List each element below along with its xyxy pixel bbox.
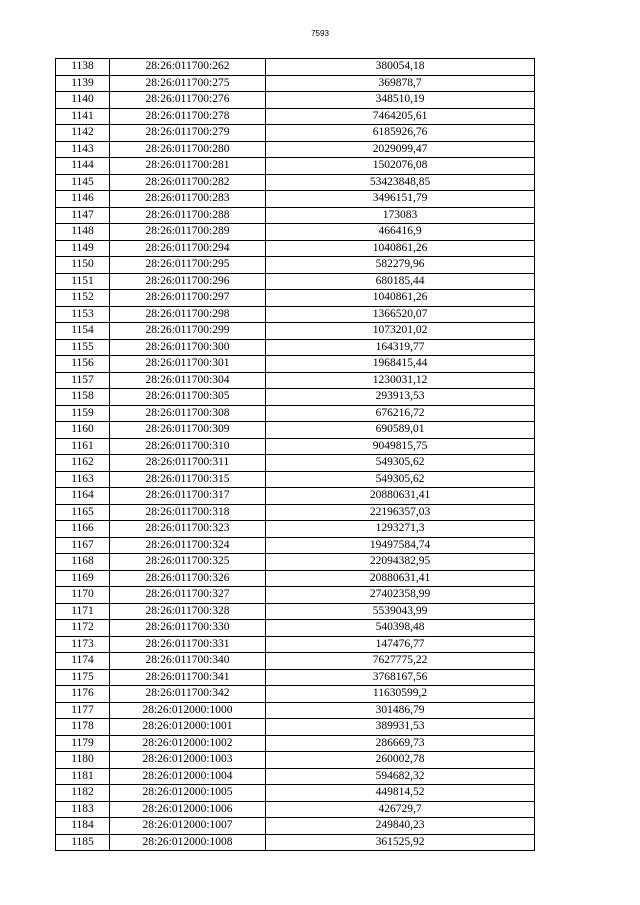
row-number-cell: 1142 [56, 125, 110, 142]
cadastral-number-cell: 28:26:011700:262 [110, 59, 266, 76]
cadastral-number-cell: 28:26:011700:298 [110, 306, 266, 323]
cadastral-value-table [55, 58, 535, 851]
cadastral-value-cell: 27402358,99 [266, 587, 535, 604]
table-row [56, 158, 535, 175]
table-row [56, 422, 535, 439]
cadastral-number-cell: 28:26:011700:279 [110, 125, 266, 142]
row-number-cell: 1149 [56, 240, 110, 257]
cadastral-value-cell: 1040861,26 [266, 240, 535, 257]
table-row [56, 620, 535, 637]
table-row [56, 504, 535, 521]
row-number-cell: 1154 [56, 323, 110, 340]
cadastral-value-cell: 389931,53 [266, 719, 535, 736]
table-row [56, 488, 535, 505]
row-number-cell: 1181 [56, 768, 110, 785]
cadastral-value-cell: 301486,79 [266, 702, 535, 719]
cadastral-value-cell: 286669,73 [266, 735, 535, 752]
table-row [56, 834, 535, 851]
table-row [56, 719, 535, 736]
cadastral-number-cell: 28:26:011700:297 [110, 290, 266, 307]
cadastral-number-cell: 28:26:012000:1004 [110, 768, 266, 785]
cadastral-value-cell: 9049815,75 [266, 438, 535, 455]
row-number-cell: 1166 [56, 521, 110, 538]
cadastral-value-cell: 1366520,07 [266, 306, 535, 323]
row-number-cell: 1148 [56, 224, 110, 241]
row-number-cell: 1169 [56, 570, 110, 587]
cadastral-value-cell: 22196357,03 [266, 504, 535, 521]
table-row [56, 240, 535, 257]
cadastral-number-cell: 28:26:011700:281 [110, 158, 266, 175]
cadastral-value-cell: 1968415,44 [266, 356, 535, 373]
cadastral-number-cell: 28:26:011700:295 [110, 257, 266, 274]
cadastral-number-cell: 28:26:012000:1001 [110, 719, 266, 736]
cadastral-number-cell: 28:26:012000:1006 [110, 801, 266, 818]
cadastral-value-cell: 680185,44 [266, 273, 535, 290]
cadastral-number-cell: 28:26:011700:289 [110, 224, 266, 241]
cadastral-number-cell: 28:26:011700:296 [110, 273, 266, 290]
cadastral-number-cell: 28:26:012000:1008 [110, 834, 266, 851]
cadastral-number-cell: 28:26:011700:309 [110, 422, 266, 439]
table-row [56, 405, 535, 422]
table-row [56, 603, 535, 620]
cadastral-number-cell: 28:26:011700:308 [110, 405, 266, 422]
row-number-cell: 1143 [56, 141, 110, 158]
cadastral-value-cell: 6185926,76 [266, 125, 535, 142]
cadastral-number-cell: 28:26:011700:301 [110, 356, 266, 373]
row-number-cell: 1171 [56, 603, 110, 620]
table-row [56, 438, 535, 455]
cadastral-number-cell: 28:26:011700:283 [110, 191, 266, 208]
table-row [56, 306, 535, 323]
row-number-cell: 1168 [56, 554, 110, 571]
row-number-cell: 1140 [56, 92, 110, 109]
table-row [56, 570, 535, 587]
cadastral-value-cell: 53423848,85 [266, 174, 535, 191]
cadastral-value-cell: 22094382,95 [266, 554, 535, 571]
cadastral-value-cell: 5539043,99 [266, 603, 535, 620]
cadastral-value-cell: 594682,32 [266, 768, 535, 785]
cadastral-number-cell: 28:26:012000:1000 [110, 702, 266, 719]
cadastral-number-cell: 28:26:011700:318 [110, 504, 266, 521]
row-number-cell: 1145 [56, 174, 110, 191]
cadastral-number-cell: 28:26:011700:294 [110, 240, 266, 257]
cadastral-number-cell: 28:26:011700:340 [110, 653, 266, 670]
row-number-cell: 1153 [56, 306, 110, 323]
cadastral-value-cell: 426729,7 [266, 801, 535, 818]
cadastral-value-cell: 260002,78 [266, 752, 535, 769]
cadastral-number-cell: 28:26:012000:1002 [110, 735, 266, 752]
table-row [56, 75, 535, 92]
row-number-cell: 1183 [56, 801, 110, 818]
cadastral-number-cell: 28:26:011700:330 [110, 620, 266, 637]
cadastral-number-cell: 28:26:012000:1005 [110, 785, 266, 802]
cadastral-value-cell: 173083 [266, 207, 535, 224]
cadastral-value-cell: 3768167,56 [266, 669, 535, 686]
row-number-cell: 1178 [56, 719, 110, 736]
cadastral-value-cell: 369878,7 [266, 75, 535, 92]
cadastral-value-cell: 1073201,02 [266, 323, 535, 340]
cadastral-number-cell: 28:26:011700:310 [110, 438, 266, 455]
table-row [56, 636, 535, 653]
cadastral-number-cell: 28:26:011700:304 [110, 372, 266, 389]
table-body [56, 59, 535, 851]
table-row [56, 785, 535, 802]
table-row [56, 290, 535, 307]
row-number-cell: 1184 [56, 818, 110, 835]
cadastral-number-cell: 28:26:011700:324 [110, 537, 266, 554]
row-number-cell: 1174 [56, 653, 110, 670]
row-number-cell: 1160 [56, 422, 110, 439]
row-number-cell: 1175 [56, 669, 110, 686]
row-number-cell: 1163 [56, 471, 110, 488]
row-number-cell: 1158 [56, 389, 110, 406]
row-number-cell: 1161 [56, 438, 110, 455]
cadastral-number-cell: 28:26:011700:327 [110, 587, 266, 604]
cadastral-value-cell: 1502076,08 [266, 158, 535, 175]
table-row [56, 455, 535, 472]
row-number-cell: 1167 [56, 537, 110, 554]
table-row [56, 59, 535, 76]
cadastral-value-cell: 449814,52 [266, 785, 535, 802]
cadastral-value-cell: 1293271,3 [266, 521, 535, 538]
cadastral-value-cell: 549305,62 [266, 471, 535, 488]
table-row [56, 818, 535, 835]
cadastral-number-cell: 28:26:011700:280 [110, 141, 266, 158]
table-row [56, 207, 535, 224]
cadastral-number-cell: 28:26:011700:305 [110, 389, 266, 406]
table-row [56, 686, 535, 703]
row-number-cell: 1155 [56, 339, 110, 356]
table-row [56, 372, 535, 389]
table-row [56, 389, 535, 406]
cadastral-value-cell: 348510,19 [266, 92, 535, 109]
table-row [56, 174, 535, 191]
row-number-cell: 1176 [56, 686, 110, 703]
row-number-cell: 1170 [56, 587, 110, 604]
cadastral-number-cell: 28:26:011700:317 [110, 488, 266, 505]
cadastral-value-cell: 164319,77 [266, 339, 535, 356]
cadastral-number-cell: 28:26:011700:326 [110, 570, 266, 587]
table-row [56, 191, 535, 208]
cadastral-value-cell: 20880631,41 [266, 488, 535, 505]
cadastral-number-cell: 28:26:011700:342 [110, 686, 266, 703]
cadastral-value-cell: 7627775,22 [266, 653, 535, 670]
row-number-cell: 1164 [56, 488, 110, 505]
table-row [56, 471, 535, 488]
row-number-cell: 1172 [56, 620, 110, 637]
cadastral-value-cell: 19497584,74 [266, 537, 535, 554]
row-number-cell: 1156 [56, 356, 110, 373]
table-row [56, 768, 535, 785]
table-row [56, 669, 535, 686]
row-number-cell: 1141 [56, 108, 110, 125]
cadastral-value-cell: 1040861,26 [266, 290, 535, 307]
cadastral-number-cell: 28:26:011700:282 [110, 174, 266, 191]
table-row [56, 554, 535, 571]
cadastral-number-cell: 28:26:011700:311 [110, 455, 266, 472]
cadastral-number-cell: 28:26:011700:276 [110, 92, 266, 109]
row-number-cell: 1144 [56, 158, 110, 175]
table-row [56, 257, 535, 274]
table-row [56, 108, 535, 125]
cadastral-number-cell: 28:26:011700:323 [110, 521, 266, 538]
row-number-cell: 1151 [56, 273, 110, 290]
table-row [56, 735, 535, 752]
cadastral-number-cell: 28:26:011700:331 [110, 636, 266, 653]
table-row [56, 752, 535, 769]
cadastral-value-cell: 20880631,41 [266, 570, 535, 587]
cadastral-value-cell: 1230031,12 [266, 372, 535, 389]
cadastral-number-cell: 28:26:011700:315 [110, 471, 266, 488]
row-number-cell: 1146 [56, 191, 110, 208]
row-number-cell: 1180 [56, 752, 110, 769]
cadastral-number-cell: 28:26:012000:1003 [110, 752, 266, 769]
row-number-cell: 1185 [56, 834, 110, 851]
cadastral-value-cell: 293913,53 [266, 389, 535, 406]
row-number-cell: 1173 [56, 636, 110, 653]
row-number-cell: 1182 [56, 785, 110, 802]
cadastral-value-cell: 3496151,79 [266, 191, 535, 208]
row-number-cell: 1157 [56, 372, 110, 389]
row-number-cell: 1162 [56, 455, 110, 472]
cadastral-value-cell: 361525,92 [266, 834, 535, 851]
cadastral-number-cell: 28:26:011700:341 [110, 669, 266, 686]
cadastral-value-cell: 466416,9 [266, 224, 535, 241]
cadastral-value-cell: 11630599,2 [266, 686, 535, 703]
cadastral-number-cell: 28:26:011700:288 [110, 207, 266, 224]
row-number-cell: 1139 [56, 75, 110, 92]
table-row [56, 323, 535, 340]
table-row [56, 653, 535, 670]
page-number: 7593 [311, 29, 329, 38]
cadastral-number-cell: 28:26:011700:328 [110, 603, 266, 620]
table-row [56, 273, 535, 290]
cadastral-value-cell: 380054,18 [266, 59, 535, 76]
cadastral-number-cell: 28:26:011700:278 [110, 108, 266, 125]
row-number-cell: 1177 [56, 702, 110, 719]
cadastral-value-cell: 582279,96 [266, 257, 535, 274]
table-row [56, 141, 535, 158]
row-number-cell: 1165 [56, 504, 110, 521]
table-row [56, 224, 535, 241]
table-row [56, 92, 535, 109]
cadastral-number-cell: 28:26:011700:300 [110, 339, 266, 356]
cadastral-value-cell: 2029099,47 [266, 141, 535, 158]
row-number-cell: 1138 [56, 59, 110, 76]
row-number-cell: 1159 [56, 405, 110, 422]
row-number-cell: 1152 [56, 290, 110, 307]
table-row [56, 801, 535, 818]
cadastral-value-cell: 676216,72 [266, 405, 535, 422]
row-number-cell: 1147 [56, 207, 110, 224]
cadastral-value-cell: 249840,23 [266, 818, 535, 835]
cadastral-number-cell: 28:26:011700:275 [110, 75, 266, 92]
cadastral-value-cell: 147476,77 [266, 636, 535, 653]
table-row [56, 339, 535, 356]
cadastral-number-cell: 28:26:012000:1007 [110, 818, 266, 835]
cadastral-value-cell: 7464205,61 [266, 108, 535, 125]
row-number-cell: 1150 [56, 257, 110, 274]
table-row [56, 702, 535, 719]
cadastral-value-cell: 549305,62 [266, 455, 535, 472]
table-row [56, 356, 535, 373]
cadastral-number-cell: 28:26:011700:299 [110, 323, 266, 340]
table-row [56, 125, 535, 142]
row-number-cell: 1179 [56, 735, 110, 752]
table-row [56, 537, 535, 554]
cadastral-number-cell: 28:26:011700:325 [110, 554, 266, 571]
table-row [56, 587, 535, 604]
cadastral-value-cell: 540398,48 [266, 620, 535, 637]
cadastral-value-cell: 690589,01 [266, 422, 535, 439]
table-row [56, 521, 535, 538]
